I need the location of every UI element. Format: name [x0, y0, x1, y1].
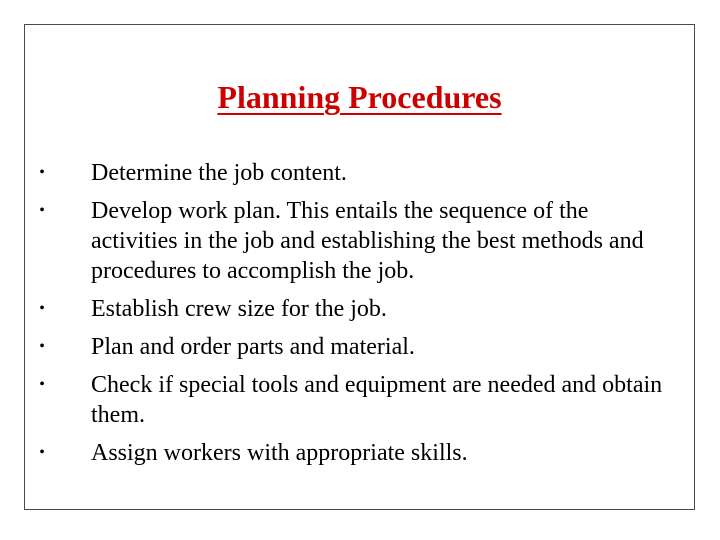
bullet-icon: •	[39, 202, 45, 219]
slide-title: Planning Procedures	[217, 79, 502, 115]
list-item	[25, 370, 694, 430]
list-item	[25, 196, 694, 286]
list-item-text: Develop work plan. This entails the sequence of the activities in the job and establishing the best methods and procedures to accomplish the job.	[91, 198, 644, 284]
bullet-icon: •	[39, 338, 45, 355]
bullet-list	[25, 158, 694, 476]
bullet-icon: •	[39, 376, 45, 393]
list-item	[25, 332, 694, 362]
slide-frame	[24, 24, 695, 510]
list-item-text: Check if special tools and equipment are needed and obtain them.	[91, 372, 663, 428]
list-item-text: Determine the job content.	[91, 160, 347, 186]
list-item	[25, 158, 694, 188]
list-item-text: Establish crew size for the job.	[91, 296, 387, 322]
list-item	[25, 294, 694, 324]
bullet-icon: •	[39, 444, 45, 461]
list-item-text: Assign workers with appropriate skills.	[91, 440, 468, 466]
bullet-icon: •	[39, 164, 45, 181]
list-item	[25, 438, 694, 468]
list-item-text: Plan and order parts and material.	[91, 334, 415, 360]
bullet-icon: •	[39, 300, 45, 317]
